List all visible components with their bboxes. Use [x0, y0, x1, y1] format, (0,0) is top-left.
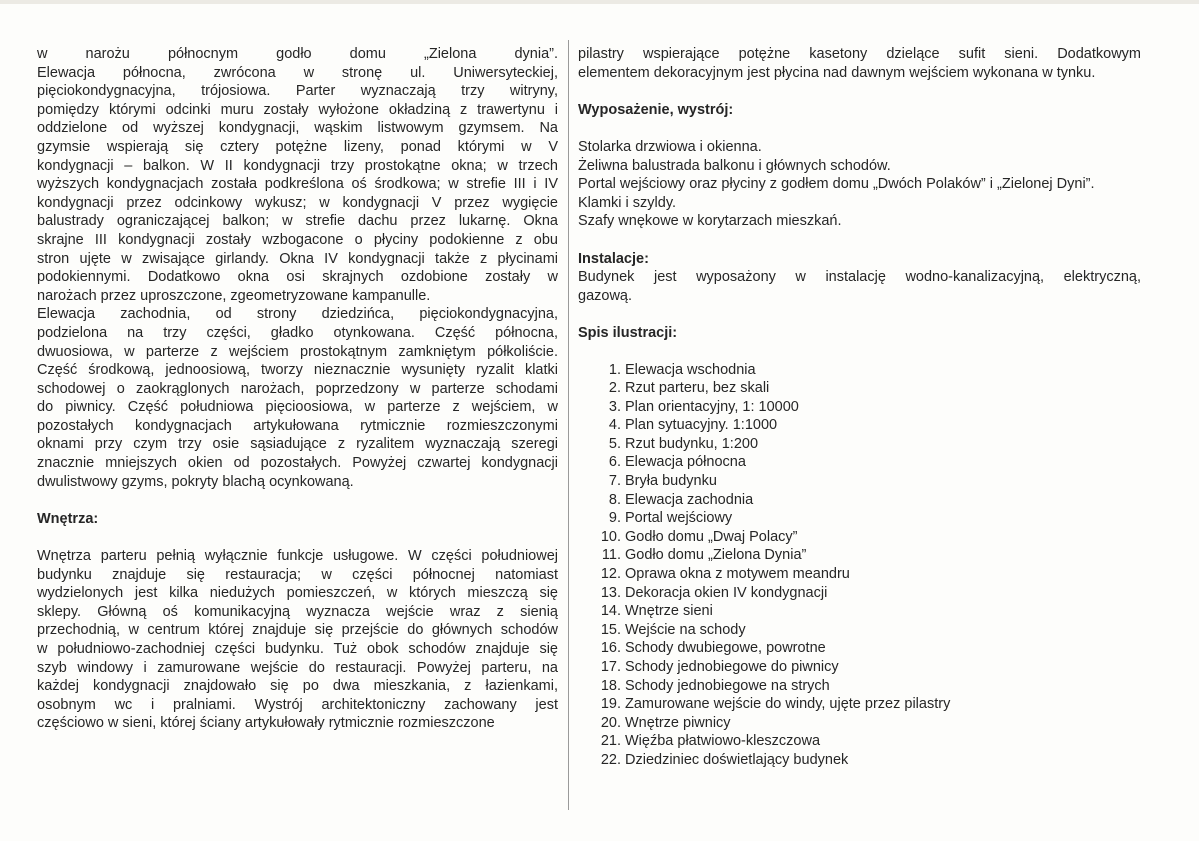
list-text: Dekoracja okien IV kondygnacji [625, 584, 828, 601]
list-number: 9. [608, 510, 621, 527]
text-line: stron ujęte w zwisające girlandy. Okna IV kondygnacji także z płycinami [37, 250, 558, 267]
heading-interiors: Wnętrza: [37, 510, 99, 527]
list-number: 19. [600, 696, 621, 713]
list-number: 13. [600, 584, 621, 601]
text-line: Elewacja zachodnia, od strony dziedzińca, pięciokondygnacyjna, [37, 306, 558, 323]
list-text: Elewacja północna [625, 454, 746, 471]
list-item [578, 398, 1141, 417]
list-number: 22. [600, 751, 621, 768]
list-number: 15. [600, 621, 621, 638]
text-line: wyższych kondygnacjach została podkreślona oś środkowa; w strefie III i IV [37, 176, 558, 193]
list-item [578, 602, 1141, 621]
text-line: Budynek jest wyposażony w instalację wodno-kanalizacyjną, elektryczną, [578, 269, 1141, 286]
list-text: Schody dwubiegowe, powrotne [625, 640, 826, 657]
paragraph-continuation [578, 45, 1141, 82]
list-number: 8. [608, 491, 621, 508]
list-item [578, 621, 1141, 640]
equipment-line: Klamki i szyldy. [578, 194, 677, 211]
list-text: Dziedziniec doświetlający budynek [625, 751, 849, 768]
list-number: 14. [600, 603, 621, 620]
equipment-line: Szafy wnękowe w korytarzach mieszkań. [578, 213, 842, 230]
list-number: 1. [608, 361, 621, 378]
text-line: budynku znajduje się restauracja; w części północnej natomiast [37, 566, 558, 583]
list-item [578, 416, 1141, 435]
list-number: 21. [600, 733, 621, 750]
list-number: 2. [608, 380, 621, 397]
text-line: gzymsie wspierają się cztery potężne lizeny, ponad którymi w V [37, 138, 558, 155]
text-line: elementem dekoracyjnym jest płycina nad dawnym wejściem wykonana w tynku. [578, 64, 1096, 81]
right-column [578, 45, 1141, 770]
list-number: 18. [600, 677, 621, 694]
list-text: Godło domu „Dwaj Polacy” [625, 528, 798, 545]
text-line: skrajne III kondygnacji zostały wzbogacone o płyciny podokienne z obu [37, 231, 558, 248]
text-line: pomiędzy którymi odcinki muru zostały wyłożone okładziną z trawertynu i [37, 101, 558, 118]
heading-equipment: Wyposażenie, wystrój: [578, 101, 734, 118]
list-text: Wejście na schody [625, 621, 746, 638]
list-text: Więźba płatwiowo-kleszczowa [625, 733, 821, 750]
list-item [578, 751, 1141, 770]
list-number: 16. [600, 640, 621, 657]
list-text: Wnętrze piwnicy [625, 714, 731, 731]
text-line: pięciokondygnacyjna, trójosiowa. Parter wyznaczają trzy witryny, [37, 83, 558, 100]
list-text: Rzut parteru, bez skali [625, 380, 770, 397]
text-line: każdej kondygnacji znajdowało się po dwa mieszkania, z łazienkami, [37, 678, 558, 695]
list-number: 12. [600, 566, 621, 583]
text-line: do piwnicy. Część południowa pięcioosiowa, w parterze z wejściem, w [37, 399, 558, 416]
paragraph-interiors [37, 547, 558, 733]
installations-text [578, 268, 1141, 305]
text-line: kondygnacji przez odcinkowy wykusz; w kondygnacji V przez wygięcie [37, 194, 558, 211]
illustrations-list [578, 361, 1141, 770]
text-line: szyb windowy i zamurowane wejście do restauracji. Powyżej parteru, na [37, 659, 558, 676]
text-line: osobnym wc i pralniami. Wystrój architektoniczny zachowany jest [37, 696, 558, 713]
list-text: Plan orientacyjny, 1: 10000 [625, 398, 799, 415]
list-item [578, 565, 1141, 584]
text-line: w południowo-zachodniej części budynku. Tuż obok schodów znajduje się [37, 641, 558, 657]
column-divider [568, 40, 569, 810]
list-text: Elewacja wschodnia [625, 361, 756, 378]
list-item [578, 639, 1141, 658]
list-number: 10. [600, 528, 621, 545]
list-text: Zamurowane wejście do windy, ujęte przez pilastry [625, 696, 951, 713]
list-item [578, 379, 1141, 398]
list-text: Godło domu „Zielona Dynia” [625, 547, 807, 564]
equipment-list [578, 138, 1141, 231]
equipment-line: Żeliwna balustrada balkonu i głównych schodów. [578, 157, 891, 174]
text-line: podokiennymi. Dodatkowo okna osi skrajnych ozdobione zostały w [37, 269, 558, 286]
text-line: kondygnacji – balkon. W II kondygnacji trzy prostokątne okna; w trzech [37, 157, 558, 174]
list-number: 6. [608, 454, 621, 471]
list-item [578, 435, 1141, 454]
list-item [578, 584, 1141, 603]
list-item [578, 453, 1141, 472]
text-line: oknami przy czym trzy osie sąsiadujące z ryzalitem wyznaczają szeregi [37, 436, 558, 453]
text-line: pozostałych kondygnacjach artykułowana rytmicznie rozmieszczonymi [37, 417, 558, 434]
text-line: oddzielone od wyższej kondygnacji, wąskim listwowym gzymsem. Na [37, 120, 558, 137]
equipment-line: Stolarka drzwiowa i okienna. [578, 138, 762, 155]
text-line: balustrady ograniczającej balkon; w strefie dachu przez lukarnę. Okna [37, 213, 558, 230]
list-text: Schody jednobiegowe do piwnicy [625, 659, 839, 675]
list-number: 4. [608, 417, 621, 434]
left-column [37, 45, 558, 733]
text-line: dwulistwowy gzyms, pokryty blachą ocynkowaną. [37, 473, 354, 490]
list-item [578, 491, 1141, 510]
list-item [578, 528, 1141, 547]
text-line: dwuosiowa, w parterze z wejściem prostokątnym zamkniętym półkoliście. [37, 343, 558, 360]
list-text: Oprawa okna z motywem meandru [625, 566, 850, 583]
text-line: podzielona na trzy części, gładko otynkowana. Część północna, [37, 324, 558, 341]
list-item [578, 658, 1141, 677]
text-line: wydzielonych jest kilka niedużych pomieszczeń, w których mieszczą się [37, 585, 558, 602]
list-text: Schody jednobiegowe na strych [625, 677, 830, 694]
list-text: Wnętrze sieni [625, 603, 713, 620]
list-item [578, 509, 1141, 528]
text-line: Wnętrza parteru pełnią wyłącznie funkcje usługowe. W części południowej [37, 548, 558, 565]
list-text: Plan sytuacyjny. 1:1000 [625, 417, 778, 434]
text-line: przechodnią, w centrum której znajduje się przejście do głównych schodów [37, 622, 558, 639]
list-item [578, 714, 1141, 733]
list-number: 17. [600, 659, 621, 675]
heading-illustrations: Spis ilustracji: [578, 324, 678, 341]
paragraph-west-elevation [37, 305, 558, 491]
list-number: 5. [608, 435, 621, 452]
list-text: Portal wejściowy [625, 510, 733, 527]
text-line: Elewacja północna, zwrócona w stronę ul. Uniwersyteckiej, [37, 64, 558, 81]
text-line: pilastry wspierające potężne kasetony dzielące sufit sieni. Dodatkowym [578, 46, 1141, 62]
list-number: 11. [601, 547, 621, 564]
list-item [578, 677, 1141, 696]
heading-installations: Instalacje: [578, 250, 649, 267]
text-line: sklepy. Główną oś komunikacyjną wyznacza wejście wraz z sienią [37, 603, 558, 620]
paragraph-north-elevation [37, 45, 558, 305]
list-text: Elewacja zachodnia [625, 491, 754, 508]
list-item [578, 361, 1141, 380]
text-line: gazową. [578, 287, 633, 304]
list-item [578, 732, 1141, 751]
list-number: 20. [600, 714, 621, 731]
text-line: częściowo w sieni, której ściany artykułowały rytmicznie rozmieszczone [37, 715, 495, 732]
text-line: w narożu północnym godło domu „Zielona dynia”. [37, 46, 558, 62]
list-number: 7. [608, 473, 621, 490]
equipment-line: Portal wejściowy oraz płyciny z godłem domu „Dwóch Polaków” i „Zielonej Dyni”. [578, 176, 1095, 193]
list-item [578, 546, 1141, 565]
text-line: narożach przez uproszczone, zgeometryzowane kampanulle. [37, 287, 431, 304]
text-line: Część środkową, jednoosiową, tworzy nieznacznie wysunięty ryzalit klatki [37, 362, 558, 379]
text-line: schodowej o zaokrąglonych narożach, poprzedzony w parterze schodami [37, 380, 558, 397]
text-line: znacznie mniejszych okien od pozostałych. Powyżej czwartej kondygnacji [37, 455, 558, 472]
list-item [578, 472, 1141, 491]
page-top-edge [0, 0, 1199, 4]
list-item [578, 695, 1141, 714]
list-text: Rzut budynku, 1:200 [625, 435, 759, 452]
list-text: Bryła budynku [625, 473, 717, 490]
list-number: 3. [608, 398, 621, 415]
